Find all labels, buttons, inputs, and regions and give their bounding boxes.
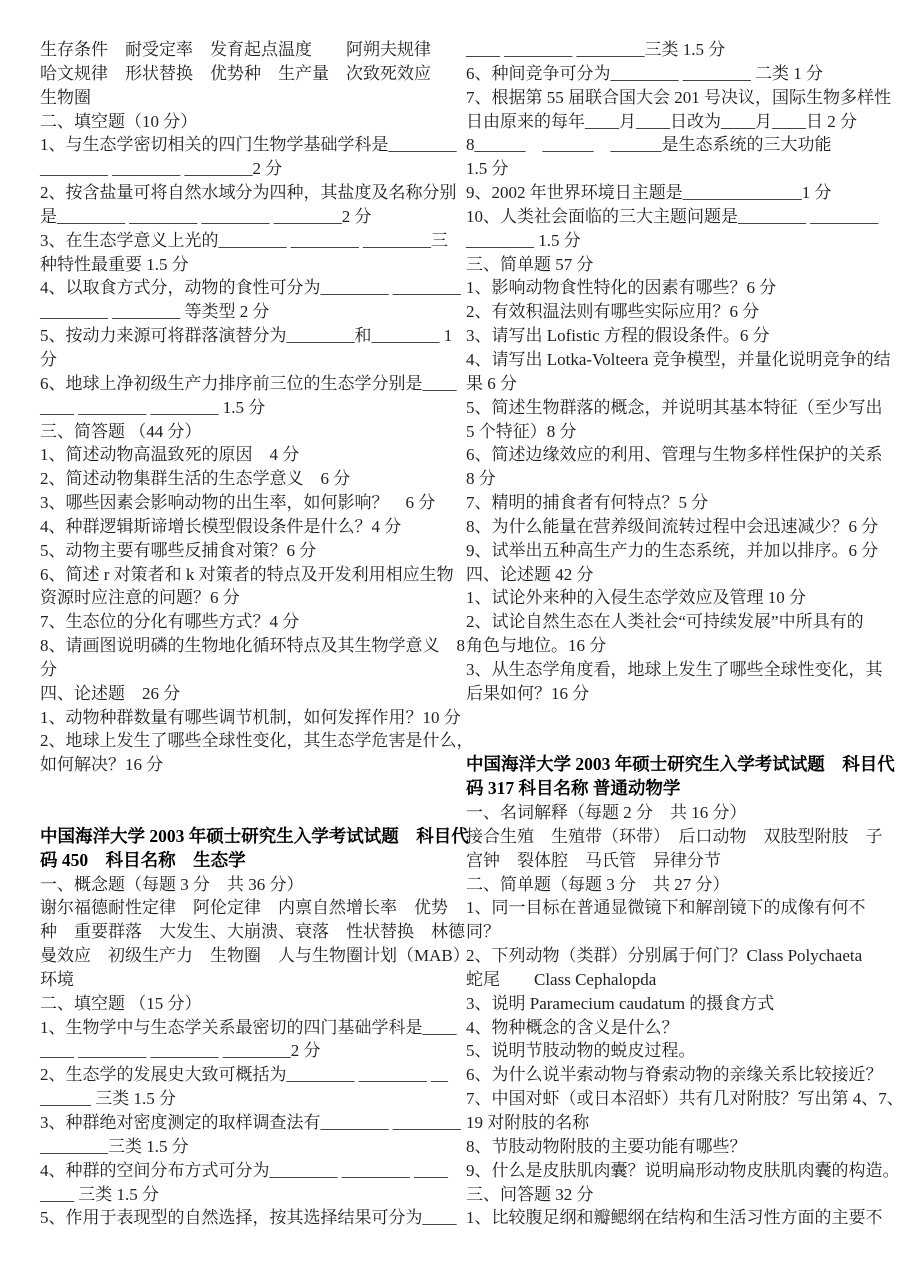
text-line: ____ 三类 1.5 分 bbox=[40, 1184, 159, 1204]
exam-header-line: 码 450 科目名称 生态学 bbox=[40, 849, 246, 870]
right-text-column bbox=[466, 38, 904, 1230]
text-line: 1、比较腹足纲和瓣鳃纲在结构和生活习性方面的主要不 bbox=[466, 1208, 883, 1228]
text-line: 同？ bbox=[466, 922, 500, 942]
text-line: 1、简述动物高温致死的原因 4 分 bbox=[40, 445, 300, 465]
text-line: ______ 三类 1.5 分 bbox=[40, 1089, 176, 1109]
text-line: 5 个特征）8 分 bbox=[466, 421, 577, 441]
text-line: 10、人类社会面临的三大主题问题是________ ________ bbox=[466, 206, 879, 226]
text-line: 1、动物种群数量有哪些调节机制，如何发挥作用？10 分 bbox=[40, 707, 461, 727]
text-line: 9、2002 年世界环境日主题是______________1 分 bbox=[466, 183, 832, 203]
text-line: 宫钟 裂体腔 马氏管 异律分节 bbox=[466, 850, 721, 870]
text-line: 接合生殖 生殖带（环带） 后口动物 双肢型附肢 子 bbox=[466, 826, 883, 846]
text-line: 3、在生态学意义上光的________ ________ ________三 bbox=[40, 230, 448, 250]
text-line: 3、说明 Paramecium caudatum 的摄食方式 bbox=[466, 993, 775, 1013]
text-line: 1、同一目标在普通显微镜下和解剖镜下的成像有何不 bbox=[466, 898, 866, 918]
text-line: 分 bbox=[40, 659, 57, 679]
text-line: 蛇尾 Class Cephalopda bbox=[466, 969, 657, 989]
text-line: 哈文规律 形状替换 优势种 生产量 次致死效应 bbox=[40, 63, 431, 83]
text-line: 2、下列动物（类群）分别属于何门？Class Polychaeta bbox=[466, 946, 863, 966]
text-line: 5、说明节肢动物的蜕皮过程。 bbox=[466, 1041, 696, 1061]
text-line: 生存条件 耐受定率 发育起点温度 阿朔夫规律 bbox=[40, 40, 431, 59]
text-line: 1、试论外来种的入侵生态学效应及管理 10 分 bbox=[466, 588, 806, 608]
text-line: 二、填空题（10 分） bbox=[40, 111, 198, 131]
text-line: 一、名词解释（每题 2 分 共 16 分） bbox=[466, 803, 747, 822]
text-line: 角色与地位。16 分 bbox=[466, 636, 607, 656]
text-line: 2、按含盐量可将自然水域分为四种，其盐度及名称分别 bbox=[40, 183, 457, 203]
text-line: 谢尔福德耐性定律 阿伦定律 内禀自然增长率 优势 bbox=[40, 898, 448, 918]
text-line: 9、什么是皮肤肌肉囊？说明扁形动物皮肤肌肉囊的构造。 bbox=[466, 1160, 900, 1180]
text-line: 3、请写出 Lofistic 方程的假设条件。6 分 bbox=[466, 326, 770, 346]
text-line: 后果如何？16 分 bbox=[466, 683, 590, 703]
text-line: 二、填空题 （15 分） bbox=[40, 993, 202, 1013]
text-line: 曼效应 初级生产力 生物圈 人与生物圈计划（MAB） bbox=[40, 946, 470, 966]
text-line: 二、简单题（每题 3 分 共 27 分） bbox=[466, 874, 730, 894]
text-line: 三、简单题 57 分 bbox=[466, 254, 594, 274]
left-text-column bbox=[40, 38, 474, 1230]
blank-line bbox=[40, 801, 454, 825]
text-line: 7、根据第 55 届联合国大会 201 号决议，国际生物多样性 bbox=[466, 87, 891, 107]
text-line: 生物圈 bbox=[40, 87, 91, 107]
text-line: ____ ________ ________ ________2 分 bbox=[40, 1041, 321, 1061]
text-line: ________ ________ ________2 分 bbox=[40, 159, 283, 179]
text-line: 1.5 分 bbox=[466, 159, 509, 179]
text-line: 1、影响动物食性特化的因素有哪些？6 分 bbox=[466, 278, 777, 298]
text-line: 7、精明的捕食者有何特点？5 分 bbox=[466, 493, 709, 513]
text-line: 资源时应注意的问题？6 分 bbox=[40, 588, 240, 608]
text-line: ________ 1.5 分 bbox=[466, 230, 581, 250]
text-line: 一、概念题（每题 3 分 共 36 分） bbox=[40, 874, 304, 894]
text-line: 5、动物主要有哪些反捕食对策？6 分 bbox=[40, 540, 317, 560]
text-line: 8、为什么能量在营养级间流转过程中会迅速减少？6 分 bbox=[466, 516, 879, 536]
exam-header-line: 码 317 科目名称 普通动物学 bbox=[466, 778, 681, 799]
text-line: 2、生态学的发展史大致可概括为________ ________ __ bbox=[40, 1065, 448, 1085]
text-line: 4、以取食方式分，动物的食性可分为________ ________ bbox=[40, 278, 461, 298]
text-line: 6、为什么说半索动物与脊索动物的亲缘关系比较接近？ bbox=[466, 1065, 883, 1085]
text-line: 日由原来的每年____月____日改为____月____日 2 分 bbox=[466, 111, 857, 131]
text-line: 是________ ________ ________ ________2 分 bbox=[40, 206, 372, 226]
text-line: 四、论述题 26 分 bbox=[40, 683, 181, 703]
text-line: 3、种群绝对密度测定的取样调查法有________ ________ bbox=[40, 1112, 461, 1132]
text-line: 2、简述动物集群生活的生态学意义 6 分 bbox=[40, 469, 351, 489]
text-line: 3、从生态学角度看，地球上发生了哪些全球性变化，其 bbox=[466, 659, 883, 679]
text-line: 2、试论自然生态在人类社会“可持续发展”中所具有的 bbox=[466, 612, 864, 632]
text-line: ____ ________ ________ 1.5 分 bbox=[40, 397, 266, 417]
text-line: ________三类 1.5 分 bbox=[40, 1136, 189, 1156]
exam-header-line: 中国海洋大学 2003 年硕士研究生入学考试试题 科目代 bbox=[40, 825, 469, 846]
text-line: 8 分 bbox=[466, 469, 496, 489]
text-line: 5、按动力来源可将群落演替分为________和________ 1 bbox=[40, 326, 453, 346]
text-line: 4、种群的空间分布方式可分为________ ________ ____ bbox=[40, 1160, 448, 1180]
text-line: 9、试举出五种高生产力的生态系统，并加以排序。6 分 bbox=[466, 540, 879, 560]
text-line: 4、请写出 Lotka-Volteera 竞争模型，并量化说明竞争的结 bbox=[466, 349, 891, 369]
exam-header-line: 中国海洋大学 2003 年硕士研究生入学考试试题 科目代 bbox=[466, 754, 895, 775]
text-line: 5、作用于表现型的自然选择，按其选择结果可分为____ bbox=[40, 1208, 457, 1228]
text-line: 种特性最重要 1.5 分 bbox=[40, 254, 189, 274]
text-line: 8、节肢动物附肢的主要功能有哪些？ bbox=[466, 1136, 747, 1156]
text-line: 1、生物学中与生态学关系最密切的四门基础学科是____ bbox=[40, 1017, 457, 1037]
text-line: 4、种群逻辑斯谛增长模型假设条件是什么？4 分 bbox=[40, 516, 402, 536]
text-line: 7、中国对虾（或日本沼虾）共有几对附肢？写出第 4、7、 bbox=[466, 1089, 904, 1109]
text-line: 19 对附肢的名称 bbox=[466, 1112, 590, 1132]
text-line: 6、地球上净初级生产力排序前三位的生态学分别是____ bbox=[40, 373, 457, 393]
text-line: 8、请画图说明磷的生物地化循环特点及其生物学意义 8 bbox=[40, 636, 465, 656]
text-line: 5、简述生物群落的概念，并说明其基本特征（至少写出 bbox=[466, 397, 883, 417]
text-line: 如何解决？16 分 bbox=[40, 755, 164, 775]
text-line: 种 重要群落 大发生、大崩溃、衰落 性状替换 林德 bbox=[40, 922, 465, 942]
text-line: 2、有效积温法则有哪些实际应用？6 分 bbox=[466, 302, 760, 322]
text-line: 三、简答题 （44 分） bbox=[40, 421, 202, 441]
text-line: ____ ________ ________三类 1.5 分 bbox=[466, 40, 726, 59]
text-line: 1、与生态学密切相关的四门生物学基础学科是________ bbox=[40, 135, 457, 155]
text-line: 8______ ______ ______是生态系统的三大功能 bbox=[466, 135, 832, 155]
text-line: ________ ________ 等类型 2 分 bbox=[40, 302, 270, 322]
text-line: 6、种间竞争可分为________ ________ 二类 1 分 bbox=[466, 63, 823, 83]
text-line: 果 6 分 bbox=[466, 373, 517, 393]
text-line: 四、论述题 42 分 bbox=[466, 564, 594, 584]
text-line: 6、简述边缘效应的利用、管理与生物多样性保护的关系 bbox=[466, 445, 883, 465]
text-line: 2、地球上发生了哪些全球性变化，其生态学危害是什么， bbox=[40, 731, 474, 751]
blank-line bbox=[466, 729, 880, 753]
text-line: 7、生态位的分化有哪些方式？4 分 bbox=[40, 612, 300, 632]
text-line: 分 bbox=[40, 349, 57, 369]
text-line: 4、物种概念的含义是什么？ bbox=[466, 1017, 679, 1037]
text-line: 三、问答题 32 分 bbox=[466, 1184, 594, 1204]
text-line: 环境 bbox=[40, 969, 74, 989]
blank-line bbox=[466, 706, 880, 730]
text-line: 3、哪些因素会影响动物的出生率，如何影响？ 6 分 bbox=[40, 493, 436, 513]
blank-line bbox=[40, 777, 454, 801]
text-line: 6、简述 r 对策者和 k 对策者的特点及开发利用相应生物 bbox=[40, 564, 454, 584]
